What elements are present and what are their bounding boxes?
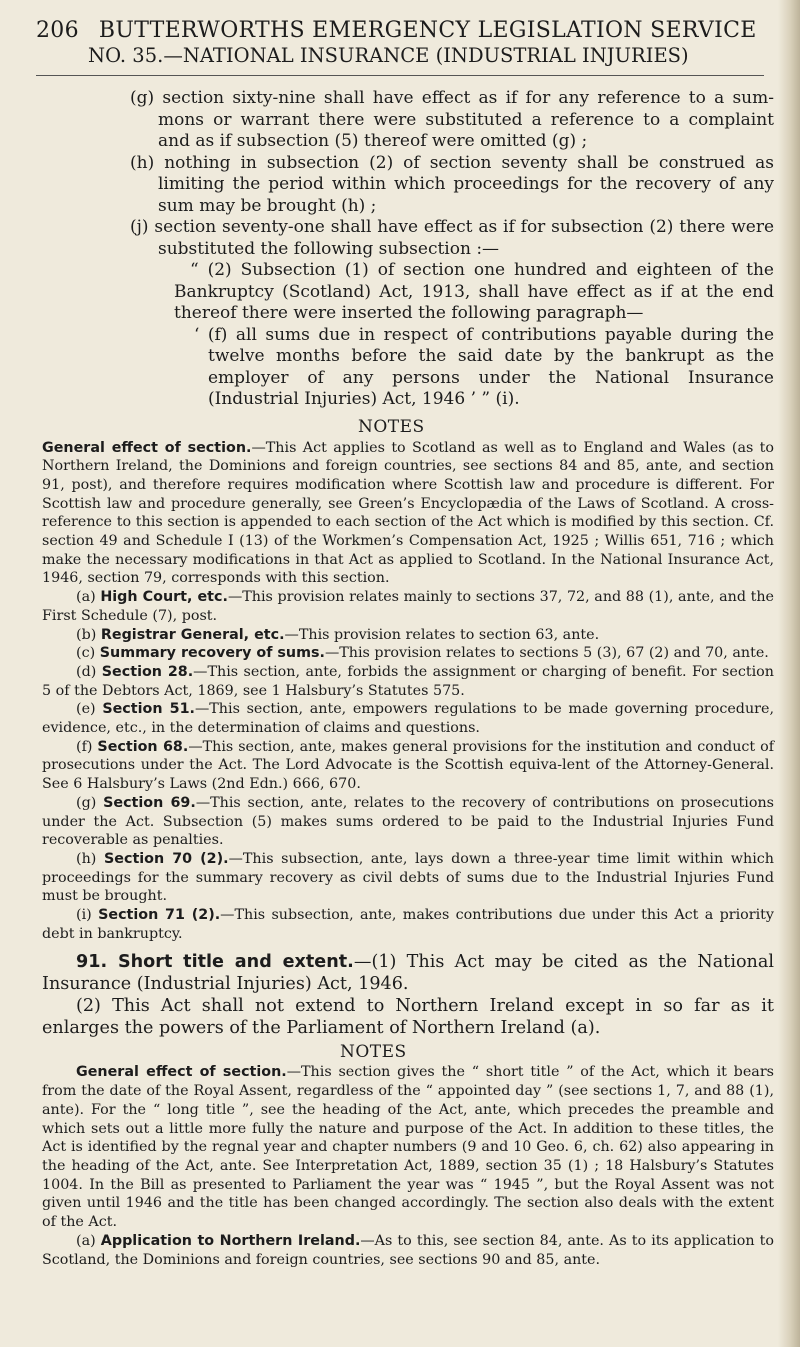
note-lead: High Court, etc. bbox=[100, 589, 228, 606]
note-text: —This provision relates to section 63, ante. bbox=[284, 626, 600, 643]
note-a bbox=[42, 588, 774, 625]
running-title: BUTTERWORTHS EMERGENCY LEGISLATION SERVICE bbox=[98, 18, 757, 43]
note-label: (i) bbox=[76, 907, 92, 924]
note-h bbox=[42, 850, 774, 906]
note-lead: Section 69. bbox=[103, 794, 196, 811]
provision-label: (j) bbox=[130, 217, 149, 237]
notes-heading: NOTES bbox=[340, 1042, 407, 1063]
note-lead: Registrar General, etc. bbox=[100, 626, 285, 643]
note-text: —This section, ante, empowers regulations to be made governing procedure, evidence, etc., in the determination of claims and questions. bbox=[42, 701, 774, 737]
note-label: (b) bbox=[76, 626, 97, 643]
provision-text: section seventy-one shall have effect as if for subsection (2) there were substituted the following subsection :— bbox=[154, 217, 775, 259]
note-text: —This section, ante, relates to the recovery of contributions on prosecutions under the Act. Subsection (5) makes sums ordered to be paid to the Industrial Injuries Fund recoverable as penalties. bbox=[42, 794, 775, 849]
note-g bbox=[42, 794, 774, 850]
note-text: —As to this, see section 84, ante. As to its application to Scotland, the Dominions and foreign countries, see sections 90 and 85, ante. bbox=[42, 1232, 774, 1268]
note-text: —This section gives the “ short title ” of the Act, which it bears from the date of the Royal Assent, regardless of the “ appointed day ” (see sections 1, 7, and 88 (1), ante). For the “ long title ”, see the heading of the Act, ante, which precedes the preamble and which sets out a little more fully the nature and purpose of the Act. In addition to these titles, the Act is identified by the regnal year and chapter numbers (9 and 10 Geo. 6, ch. 62) also appearing in the heading of the Act, ante. See Interpretation Act, 1889, section 35 (1) ; 18 Halsbury’s Statutes 1004. In the Bill as presented to Parliament the year was “ 1945 ”, but the Royal Assent was not given until 1946 and the title has been changed accordingly. The section also deals with the extent of the Act. bbox=[42, 1064, 774, 1231]
note-text: —This subsection, ante, lays down a three-year time limit within which proceedings for the summary recovery as civil debts of sums due to the Industrial Injuries Fund must be brought. bbox=[42, 850, 774, 905]
section-91-subsection-1 bbox=[42, 951, 774, 995]
note-c bbox=[42, 644, 774, 663]
note-text: —This section, ante, makes general provisions for the institution and conduct of prosecutions under the Act. The Lord Advocate is the Scottish equiva-lent of the Attorney-General. See 6 Halsbury’s Laws (2nd Edn.) 666, 670. bbox=[42, 738, 774, 793]
note-lead: General effect of section. bbox=[42, 439, 252, 456]
inserted-subsection-2: “ (2) Subsection (1) of section one hundred and eighteen of the Bankruptcy (Scotland) Act, 1913, shall have effect as if at the end thereof there were inserted the following paragraph— bbox=[174, 260, 774, 323]
note-e bbox=[42, 700, 774, 737]
note-text: —This Act applies to Scotland as well as to England and Wales (as to Northern Ireland, the Dominions and foreign countries, see sections 84 and 85, ante, and section 91, post), and therefore requires modification where Scottish law and procedure is different. For Scottish law and procedure generally, see Green’s Encyclopædia of the Laws of Scotland. A cross-reference to this section is appended to each section of the Act which is modified by this section. Cf. section 49 and Schedule I (13) of the Workmen’s Compensation Act, 1925 ; Willis 651, 716 ; which make the necessary modifications in that Act as applied to Scotland. In the National Insurance Act, 1946, section 79, corresponds with this section. bbox=[42, 439, 775, 587]
note-text: —This provision relates mainly to sections 37, 72, and 88 (1), ante, and the First Schedule (7), post. bbox=[42, 589, 775, 624]
note-lead: Section 51. bbox=[102, 701, 195, 718]
note-text: —This subsection, ante, makes contributions due under this Act a priority debt in bankruptcy. bbox=[42, 907, 774, 942]
note-a bbox=[42, 1232, 774, 1269]
section-heading: 91. Short title and extent. bbox=[76, 952, 354, 973]
provision-h bbox=[130, 153, 774, 218]
page-number: 206 bbox=[36, 18, 79, 43]
header-rule bbox=[36, 75, 764, 76]
provision-text: section sixty-nine shall have effect as if for any reference to a sum-mons or warrant there were substituted a reference to a complaint and as if subsection (5) thereof were omitted (g) ; bbox=[158, 88, 774, 151]
note-lead: Application to Northern Ireland. bbox=[100, 1232, 361, 1249]
note-lead: Section 28. bbox=[101, 663, 194, 680]
note-lead: Section 68. bbox=[97, 738, 189, 755]
header-line bbox=[36, 18, 776, 44]
provision-label: (h) bbox=[130, 152, 155, 173]
provision-g bbox=[130, 88, 774, 153]
note-text: —This section, ante, forbids the assignment or charging of benefit. For section 5 of the Debtors Act, 1869, see 1 Halsbury’s Statutes 575. bbox=[42, 663, 774, 699]
note-lead: Summary recovery of sums. bbox=[99, 645, 325, 662]
note-d bbox=[42, 663, 774, 700]
note-label: (a) bbox=[76, 589, 96, 606]
note-f bbox=[42, 738, 774, 794]
page-edge-shadow bbox=[778, 0, 800, 1347]
note-label: (f) bbox=[76, 738, 93, 755]
note-general bbox=[42, 439, 774, 589]
section-91-subsection-2: (2) This Act shall not extend to Northern Ireland except in so far as it enlarges the powers of the Parliament of Northern Ireland (a). bbox=[42, 996, 774, 1039]
note-label: (g) bbox=[76, 794, 97, 811]
note-label: (a) bbox=[76, 1232, 96, 1249]
provision-text: nothing in subsection (2) of section seventy shall be construed as limiting the period within which proceedings for the recovery of any sum may be brought (h) ; bbox=[158, 152, 775, 216]
note-label: (e) bbox=[76, 701, 96, 718]
inserted-paragraph-f: ‘ (f) all sums due in respect of contributions payable during the twelve months before the said date by the bankrupt as the employer of any persons under the National Insurance (Industrial Injuries) Act, 1946 ’ ” (i). bbox=[194, 324, 774, 409]
note-label: (d) bbox=[76, 663, 97, 680]
note-i bbox=[42, 906, 774, 943]
note-label: (c) bbox=[76, 645, 96, 662]
notes-heading: NOTES bbox=[358, 416, 425, 437]
note-lead: Section 70 (2). bbox=[103, 850, 229, 867]
provision-label: (g) bbox=[130, 88, 155, 108]
chapter-subtitle: NO. 35.—NATIONAL INSURANCE (INDUSTRIAL INJURIES) bbox=[88, 44, 689, 67]
running-header bbox=[36, 18, 776, 68]
note-general bbox=[42, 1063, 774, 1231]
note-text: —This provision relates to sections 5 (3), 67 (2) and 70, ante. bbox=[324, 645, 769, 662]
note-lead: General effect of section. bbox=[76, 1064, 287, 1081]
note-label: (h) bbox=[76, 850, 97, 867]
page-body bbox=[42, 88, 774, 1269]
provision-j bbox=[130, 217, 774, 260]
note-lead: Section 71 (2). bbox=[98, 907, 221, 924]
section-text: —(1) This Act may be cited as the National Insurance (Industrial Injuries) Act, 1946. bbox=[42, 952, 774, 995]
note-b bbox=[42, 626, 774, 645]
